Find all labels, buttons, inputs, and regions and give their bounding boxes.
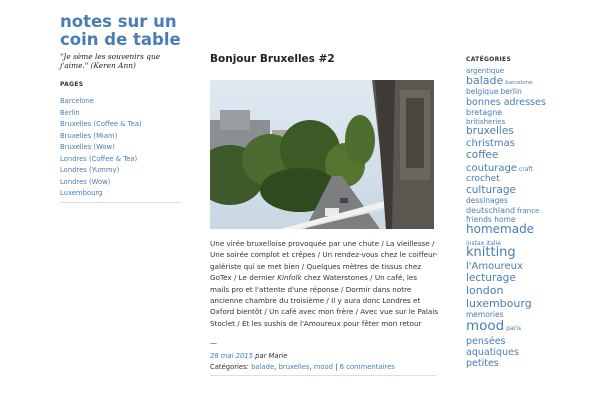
post-date-link[interactable]: 28 mai 2015 (210, 352, 253, 360)
tag-cloud-row (466, 317, 546, 333)
page-item (60, 177, 142, 189)
post-meta (210, 351, 395, 372)
tag-cloud-row (466, 295, 546, 311)
post-divider (210, 375, 436, 376)
post-author: par Marie (255, 352, 288, 360)
page-link-luxembourg[interactable]: Luxembourg (60, 189, 103, 197)
page-item (60, 96, 142, 108)
tag-link-memories[interactable]: memories (466, 310, 504, 320)
comments-link[interactable]: 6 commentaires (339, 362, 395, 371)
tag-cloud-row (466, 94, 546, 109)
photo-street-view (210, 80, 434, 229)
tag-cloud-row (466, 182, 546, 194)
tag-link-deutschland[interactable]: deutschland (466, 206, 516, 216)
tag-link-luxembourg[interactable]: luxembourg (466, 297, 532, 311)
site-tagline: "Je sème les souvenirs que j'aime." (Keren Ann) (60, 52, 161, 70)
tag-link-l-amoureux[interactable]: l'Amoureux (466, 260, 523, 272)
tag-cloud (466, 64, 546, 370)
post-text-part1: Une virée bruxelloise provoquée par une chute / La vieillesse / Une soirée complot et crêpes / Un rendez-vous chez le coiffeur-galériste qui se met bien / Quelques mètres de tissus chez GoTex / Le dernier (210, 239, 438, 283)
page-link-berlin[interactable]: Berlin (60, 108, 80, 117)
tag-link-coffee[interactable]: coffee (466, 149, 499, 162)
post-title[interactable]: Bonjour Bruxelles #2 (210, 53, 335, 65)
pages-list (60, 96, 142, 200)
tag-cloud-row (466, 64, 546, 75)
sidebar-divider (60, 202, 181, 203)
tag-link-argentique[interactable]: argentique (466, 67, 505, 75)
page-link-londres-coffee-tea[interactable]: Londres (Coffee & Tea) (60, 154, 138, 163)
page-item (60, 108, 142, 120)
tag-link-christmas[interactable]: christmas (466, 138, 515, 150)
tag-link-mood[interactable]: mood (466, 317, 505, 334)
tag-cloud-row (466, 85, 546, 97)
page-link-barcelone[interactable]: Barcelone (60, 97, 94, 105)
tag-cloud-row (466, 72, 546, 88)
tag-link-france[interactable]: france (517, 207, 540, 216)
site-title-link[interactable]: notes sur un coin de table (60, 12, 181, 49)
tag-cloud-row (466, 333, 546, 347)
tag-cloud-row (466, 243, 546, 258)
tag-link-bonnes-adresses[interactable]: bonnes adresses (466, 97, 546, 109)
tag-link-bretagne[interactable]: bretagne (466, 108, 503, 118)
tag-cloud-row (466, 123, 546, 135)
page-link-londres-wow[interactable]: Londres (Wow) (60, 177, 111, 186)
tag-link-crochet[interactable]: crochet (466, 174, 500, 185)
category-link-bruxelles[interactable]: bruxelles (278, 362, 310, 371)
tag-link-couturage[interactable]: couturage (466, 162, 517, 174)
page-item (60, 131, 142, 143)
page-item (60, 165, 142, 177)
tag-cloud-row (466, 236, 546, 247)
tag-cloud-row (466, 270, 546, 282)
tag-cloud-row (466, 258, 546, 270)
tag-link-aquatiques[interactable]: aquatiques (466, 347, 519, 359)
page-link-bruxelles-miam[interactable]: Bruxelles (Miam) (60, 131, 118, 140)
page-link-londres-yummy[interactable]: Londres (Yummy) (60, 166, 120, 174)
tag-cloud-row (466, 115, 546, 126)
post-date-line (210, 351, 395, 362)
page-item (60, 142, 142, 154)
category-link-mood[interactable]: mood (313, 362, 333, 371)
tag-cloud-row (466, 344, 546, 359)
pages-heading: PAGES (60, 81, 84, 88)
page-item (60, 188, 142, 200)
tag-link-paris[interactable]: paris (506, 324, 521, 332)
tag-link-friends-home[interactable]: friends home (466, 214, 516, 224)
tag-link-london[interactable]: london (466, 284, 504, 298)
tag-link-instax[interactable]: instax (466, 239, 485, 247)
site-title (60, 13, 182, 49)
page-item (60, 119, 142, 131)
category-link-balade[interactable]: balade (251, 362, 275, 371)
tag-link-pens-es[interactable]: pensées (466, 335, 506, 347)
tag-cloud-row (466, 194, 546, 206)
post-text-emphasis: Kinfolk (277, 273, 302, 283)
post-categories-line: Catégories: balade, bruxelles, mood | 6 commentaires (210, 362, 395, 371)
tag-cloud-row (466, 221, 546, 235)
post-body (210, 238, 438, 329)
tag-cloud-row (466, 135, 546, 150)
tag-link-lecturage[interactable]: lecturage (466, 271, 516, 284)
tag-link-barcelone[interactable]: barcelone (505, 80, 533, 87)
post-photo (210, 80, 434, 229)
tag-link-craft[interactable]: craft (518, 165, 533, 173)
post-text-part2: chez Waterstones / Un café, les mails pro et l'attente d'une réponse / Dormir dans notre ancienne chambre du troisième / Il y aura donc Londres et Oxford bientôt / Un café avec mon frère / Avec vue sur le Palais Stoclet / Et les sushis de l'Amoureux pour fêter mon retour (210, 273, 439, 328)
page-link-bruxelles-coffee-tea[interactable]: Bruxelles (Coffee & Tea) (60, 120, 142, 128)
tag-link-homemade[interactable]: homemade (466, 222, 535, 237)
tag-link-balade[interactable]: balade (466, 74, 504, 88)
tag-link-britisheries[interactable]: britisheries (466, 117, 506, 126)
tag-link-petites[interactable]: petites (466, 358, 499, 370)
tag-cloud-row (466, 203, 546, 216)
site-header (60, 13, 182, 70)
tag-link-knitting[interactable]: knitting (466, 244, 516, 260)
tag-link-italie[interactable]: italie (486, 239, 501, 247)
tag-link-belgique[interactable]: belgique (466, 87, 499, 97)
post-separator: — (210, 339, 217, 347)
categories-heading: CATÉGORIES (466, 56, 512, 63)
tag-link-culturage[interactable]: culturage (466, 183, 516, 196)
tag-cloud-row (466, 160, 546, 172)
categories-label: Catégories: (210, 362, 249, 371)
tag-link-dessinages[interactable]: dessinages (466, 196, 508, 206)
page-link-bruxelles-wow[interactable]: Bruxelles (Wow) (60, 143, 115, 151)
tag-link-bruxelles[interactable]: bruxelles (466, 124, 514, 137)
tag-link-berlin[interactable]: berlin (500, 87, 522, 97)
page-item (60, 154, 142, 166)
